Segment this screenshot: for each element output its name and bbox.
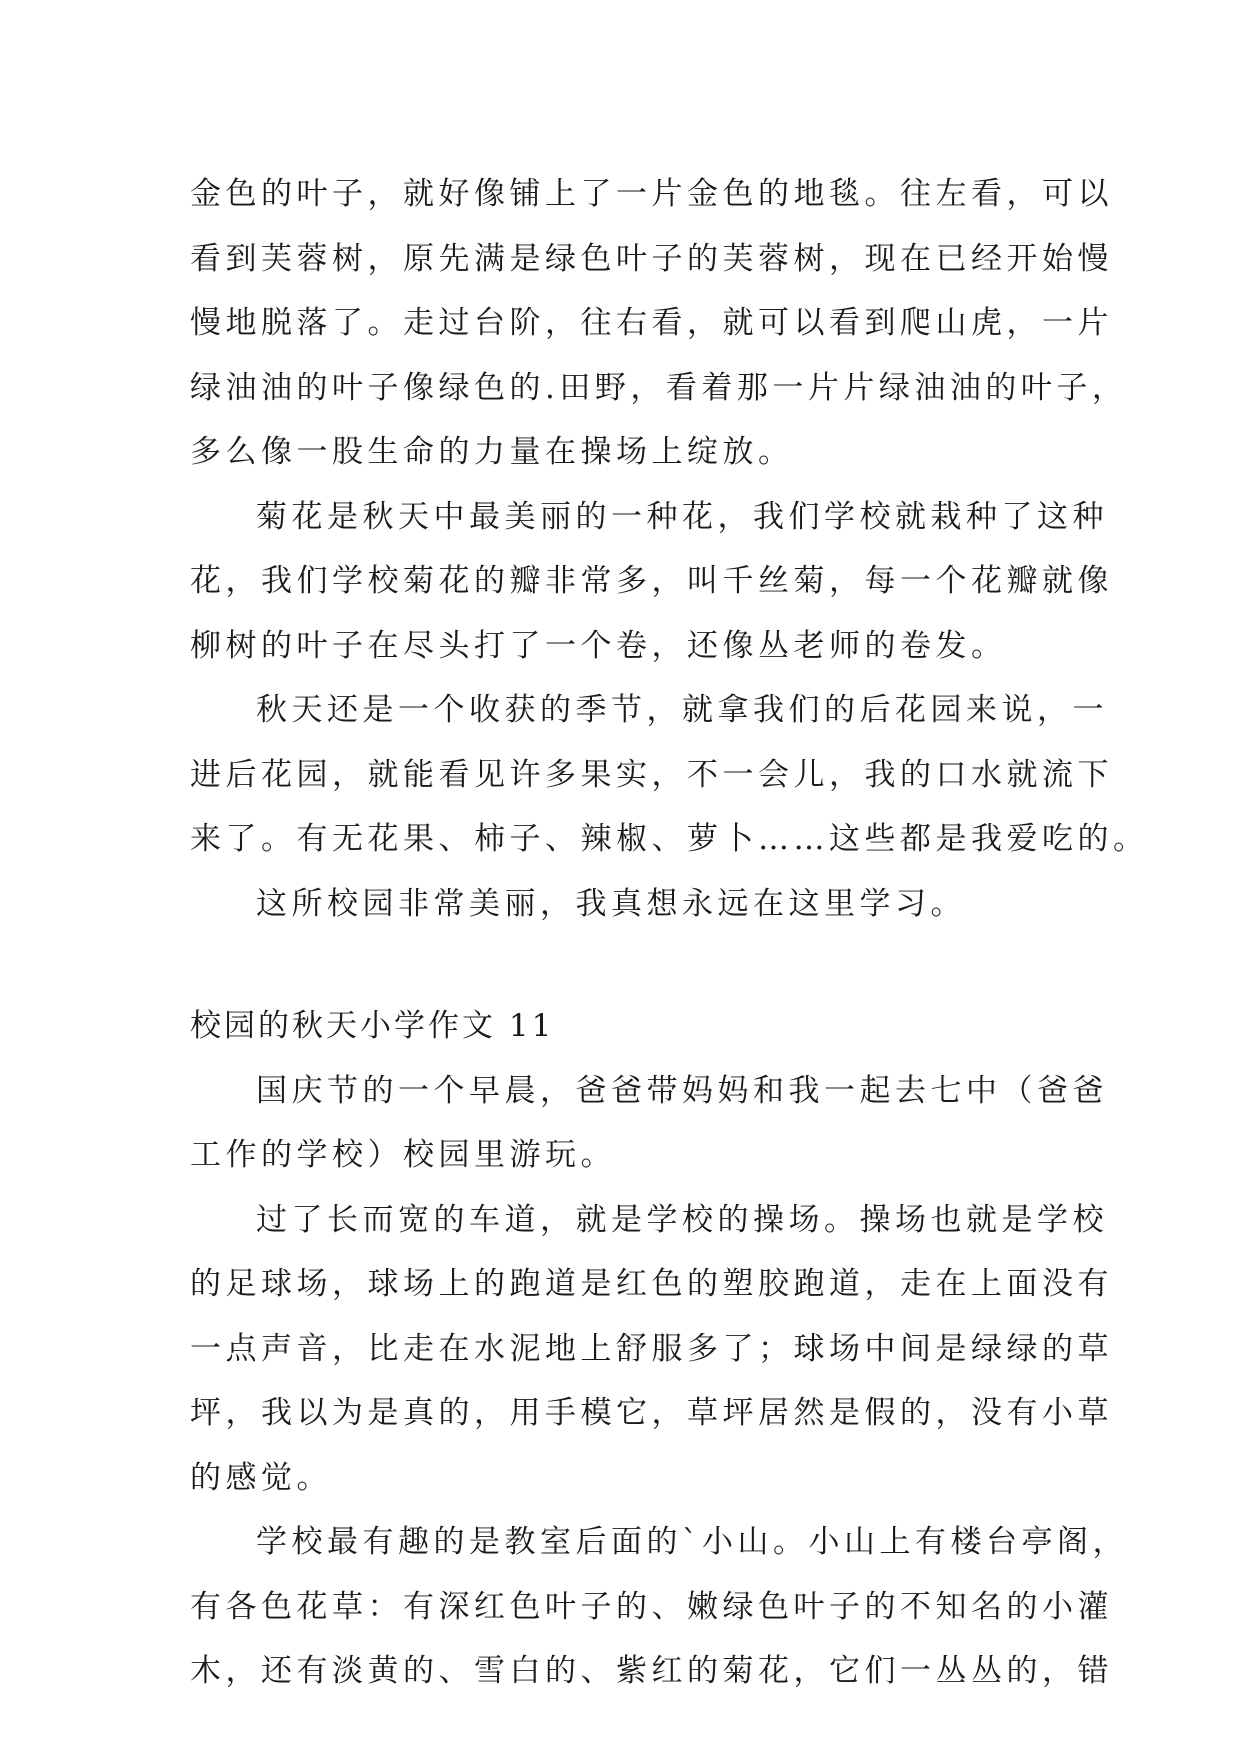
document-page (190, 162, 1149, 1704)
text-line: 进后花园，就能看见许多果实，不一会儿，我的口水就流下 (190, 756, 1113, 793)
section-heading: 校园的秋天小学作文 11 (190, 1008, 555, 1044)
paragraph (190, 872, 1060, 937)
text-line: 木，还有淡黄的、雪白的、紫红的菊花，它们一丛丛的，错 (190, 1653, 1113, 1689)
section-gap (190, 936, 1060, 994)
text-line: 花，我们学校菊花的瓣非常多，叫千丝菊，每一个花瓣就像 (190, 563, 1113, 599)
paragraph (190, 1188, 1113, 1511)
text-line: 的感觉。 (190, 1459, 332, 1496)
text-line: 这所校园非常美丽，我真想永远在这里学习。 (256, 885, 966, 922)
text-line: 慢地脱落了。走过台阶，往右看，就可以看到爬山虎，一片 (190, 305, 1113, 341)
paragraph (190, 485, 1113, 679)
text-line: 坪，我以为是真的，用手模它，草坪居然是假的，没有小草 (190, 1395, 1113, 1431)
text-line: 国庆节的一个早晨，爸爸带妈妈和我一起去七中（爸爸 (256, 1072, 1108, 1109)
text-line: 过了长而宽的车道，就是学校的操场。操场也就是学校 (256, 1201, 1108, 1238)
paragraph (190, 162, 1128, 485)
text-line: 工作的学校）校园里游玩。 (190, 1137, 616, 1173)
text-line: 柳树的叶子在尽头打了一个卷，还像丛老师的卷发。 (190, 627, 1007, 664)
paragraph (190, 678, 1149, 872)
text-line: 看到芙蓉树，原先满是绿色叶子的芙蓉树，现在已经开始慢 (190, 240, 1113, 277)
text-line: 的足球场，球场上的跑道是红色的塑胶跑道，走在上面没有 (190, 1266, 1113, 1302)
text-line: 一点声音，比走在水泥地上舒服多了；球场中间是绿绿的草 (190, 1330, 1113, 1367)
text-line: 有各色花草：有深红色叶子的、嫩绿色叶子的不知名的小灌 (190, 1588, 1113, 1625)
text-line: 秋天还是一个收获的季节，就拿我们的后花园来说，一 (256, 692, 1108, 728)
text-line: 多么像一股生命的力量在操场上绽放。 (190, 434, 794, 470)
text-line: 菊花是秋天中最美丽的一种花，我们学校就栽种了这种 (256, 498, 1108, 535)
text-line: 金色的叶子，就好像铺上了一片金色的地毯。往左看，可以 (190, 176, 1113, 212)
text-line: 绿油油的叶子像绿色的.田野，看着那一片片绿油油的叶子， (190, 369, 1128, 406)
text-line: 来了。有无花果、柿子、辣椒、萝卜……这些都是我爱吃的。 (190, 821, 1149, 857)
text-line: 学校最有趣的是教室后面的`小山。小山上有楼台亭阁， (256, 1524, 1128, 1560)
paragraph (190, 1510, 1128, 1704)
paragraph (190, 1059, 1108, 1188)
